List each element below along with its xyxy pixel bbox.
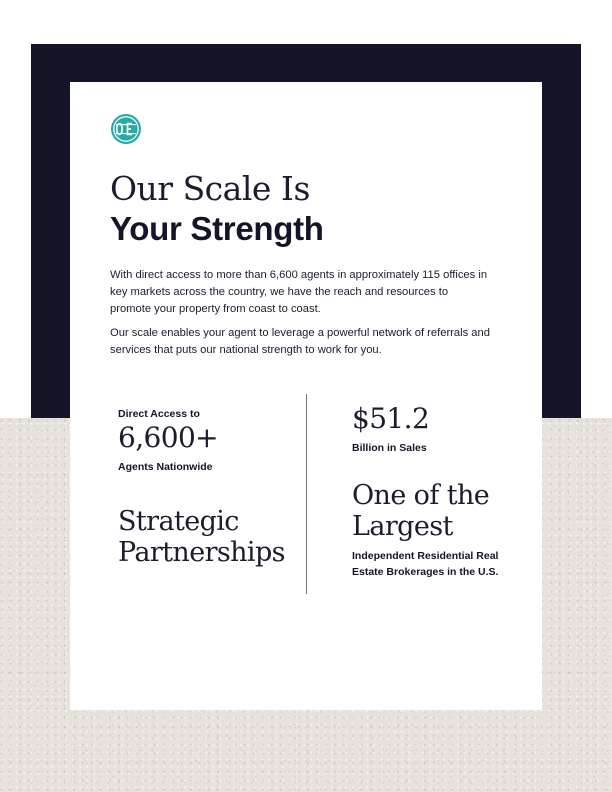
partnerships-text: Strategic Partnerships <box>118 506 285 568</box>
intro-paragraph-1: With direct access to more than 6,600 agents in approximately 115 offices in key markets across the country, we have the reach and resources to promote your property from coast to coast. <box>110 269 488 315</box>
heading-line-1: Our Scale Is <box>110 169 310 208</box>
sales-label: Billion in Sales <box>352 442 427 454</box>
heading-line-2: Your Strength <box>110 210 324 247</box>
agents-label-top: Direct Access to <box>118 408 200 420</box>
largest-label: Independent Residential Real Estate Brokerages in the U.S. <box>352 550 499 578</box>
agents-label-bottom: Agents Nationwide <box>118 461 213 473</box>
agents-value: 6,600+ <box>118 421 219 454</box>
sales-value: $51.2 <box>352 402 430 435</box>
intro-paragraph-2: Our scale enables your agent to leverage a powerful network of referrals and services that puts our national strength to work for you. <box>110 327 490 356</box>
circle-monogram-logo <box>110 113 142 145</box>
content-card <box>70 82 542 710</box>
largest-headline: One of the Largest <box>352 480 490 542</box>
